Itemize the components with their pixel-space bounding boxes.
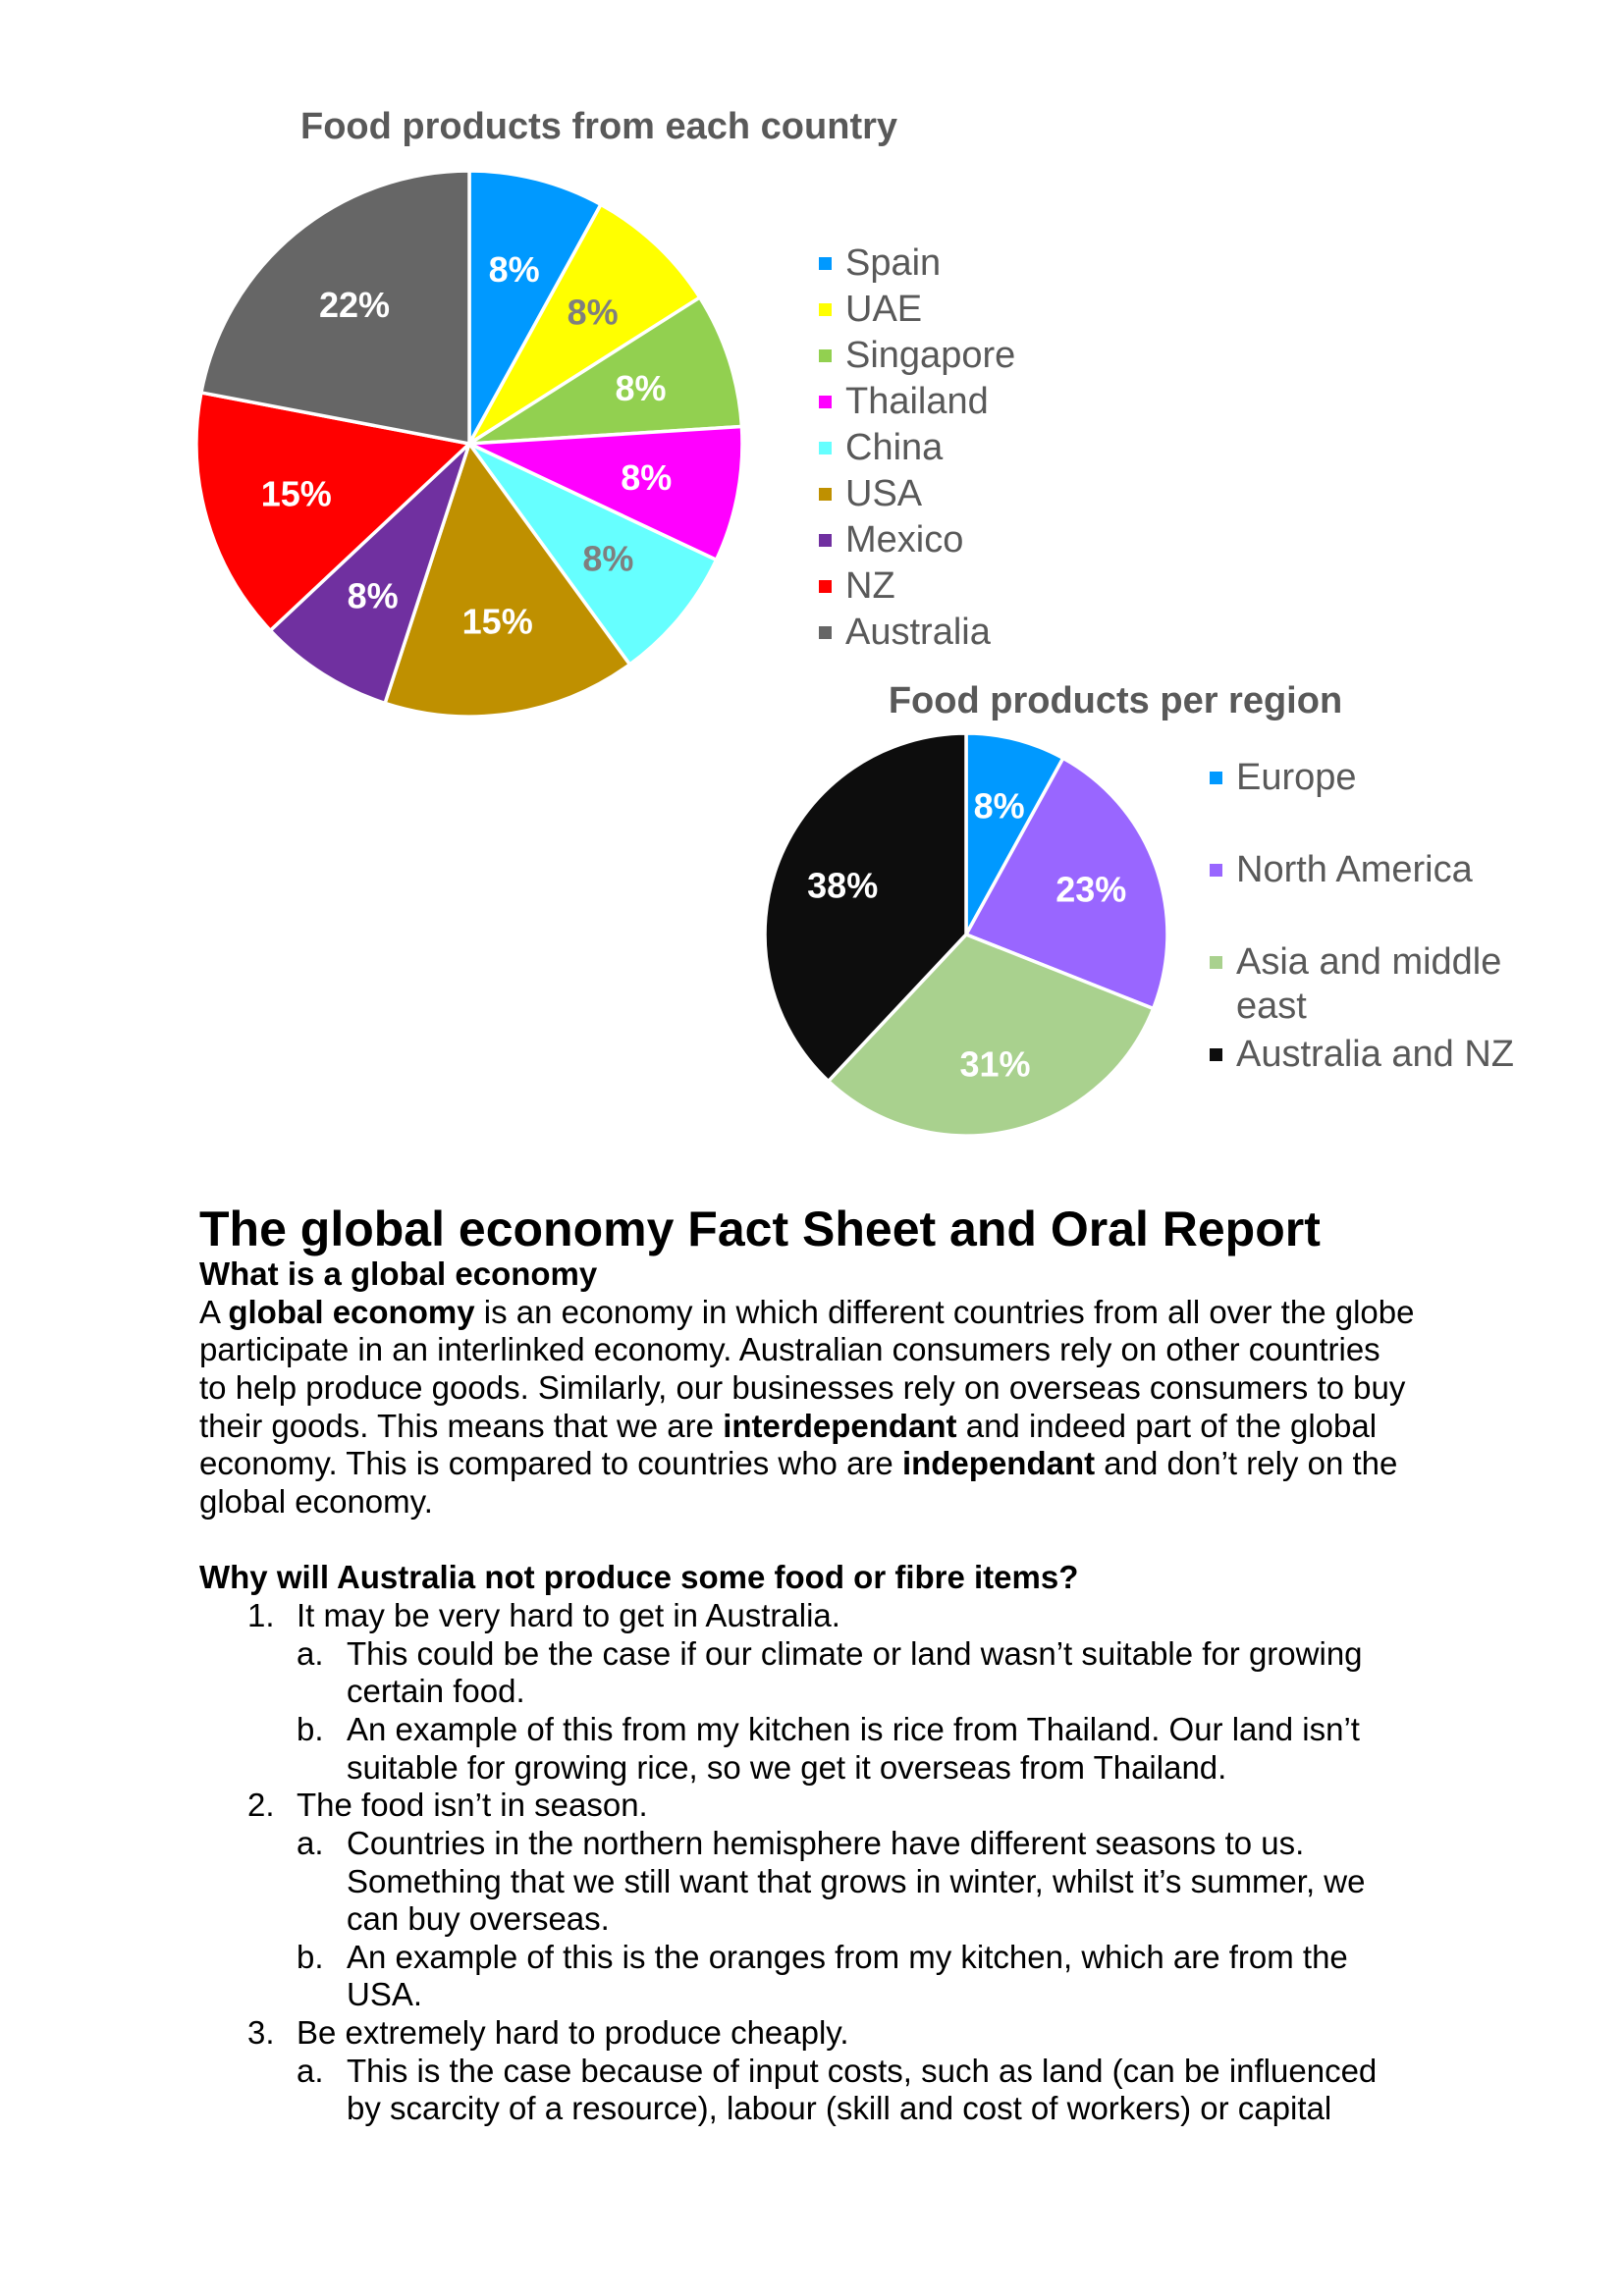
pie-chart-regions — [755, 723, 1177, 1146]
data-label-spain: 8% — [488, 248, 540, 290]
sub-item-line — [199, 1711, 1414, 1749]
legend-swatch — [819, 534, 832, 547]
legend-label: USA — [845, 473, 923, 514]
list-item-line — [199, 1787, 1414, 1825]
legend-item-thailand — [819, 379, 1015, 425]
text-run: their goods. This means that we are — [199, 1407, 724, 1444]
data-label-china: 8% — [582, 538, 634, 579]
legend-item-nz — [819, 563, 1015, 610]
legend-item-europe — [1210, 756, 1531, 848]
sub-item-text: Countries in the northern hemisphere have different seasons to us. — [347, 1824, 1305, 1861]
legend-label: Europe — [1236, 757, 1357, 798]
sub-item-line — [199, 1673, 1414, 1711]
sub-item-letter: a. — [297, 2052, 324, 2089]
list-item — [199, 1597, 1414, 1787]
sub-item-line — [199, 1635, 1414, 1674]
legend-regions — [1210, 756, 1531, 1125]
sub-item-text: An example of this from my kitchen is rice from Thailand. Our land isn’t — [347, 1710, 1360, 1747]
list-item-text: Be extremely hard to produce cheaply. — [297, 2014, 849, 2052]
document-body — [199, 1255, 1414, 2128]
list-number: 3. — [247, 2014, 275, 2052]
sub-item-line — [199, 1825, 1414, 1863]
bold-term: interdependant — [723, 1407, 957, 1444]
legend-label: UAE — [845, 289, 923, 330]
legend-label: Spain — [845, 242, 942, 284]
bold-term: independant — [901, 1445, 1096, 1482]
intro-line — [199, 1445, 1414, 1483]
list-item-text: The food isn’t in season. — [297, 1787, 648, 1824]
text-run: and don’t rely on the — [1095, 1445, 1398, 1482]
legend-item-asia-and-middle-east — [1210, 940, 1531, 1033]
legend-swatch — [1210, 956, 1222, 969]
document-title: The global economy Fact Sheet and Oral Report — [199, 1201, 1321, 1256]
pie-chart-countries — [187, 161, 752, 726]
legend-swatch — [1210, 1048, 1222, 1061]
legend-swatch — [1210, 864, 1222, 877]
legend-label: Singapore — [845, 335, 1016, 376]
sub-item-line — [199, 1749, 1414, 1788]
intro-line — [199, 1294, 1414, 1332]
legend-item-australia — [819, 610, 1015, 656]
list-item — [199, 1787, 1414, 2014]
legend-swatch — [819, 257, 832, 270]
data-label-nz: 15% — [260, 473, 332, 514]
intro-line — [199, 1369, 1414, 1408]
sub-item-letter: a. — [297, 1634, 324, 1672]
legend-swatch — [1210, 772, 1222, 784]
legend-label: China — [845, 427, 944, 468]
sub-item-text: This could be the case if our climate or land wasn’t suitable for growing — [347, 1634, 1363, 1672]
intro-line — [199, 1331, 1414, 1369]
chart-title-countries: Food products from each country — [299, 106, 898, 147]
list-item-line — [199, 2014, 1414, 2053]
data-label-usa: 15% — [461, 601, 533, 642]
list-number: 2. — [247, 1787, 275, 1824]
data-label-europe: 8% — [973, 785, 1025, 827]
sub-item-text: Something that we still want that grows in winter, whilst it’s summer, we — [347, 1862, 1366, 1899]
bold-term: global economy — [228, 1293, 475, 1330]
sub-item-text: USA. — [347, 1976, 423, 2013]
legend-label: North America — [1236, 849, 1473, 890]
legend-swatch — [819, 396, 832, 408]
intro-line — [199, 1483, 1414, 1522]
legend-swatch — [819, 488, 832, 501]
data-label-uae: 8% — [567, 292, 619, 333]
intro-line — [199, 1408, 1414, 1446]
legend-item-australia-and-nz — [1210, 1033, 1531, 1125]
legend-label: Mexico — [845, 519, 964, 561]
section-heading: Why will Australia not produce some food or fibre items? — [199, 1559, 1079, 1596]
legend-swatch — [819, 580, 832, 593]
text-run: to help produce goods. Similarly, our businesses rely on overseas consumers to buy — [199, 1368, 1406, 1406]
sub-item-text: An example of this is the oranges from my kitchen, which are from the — [347, 1938, 1348, 1975]
text-run: global economy. — [199, 1482, 433, 1520]
data-label-australia-and-nz: 38% — [807, 865, 879, 906]
legend-item-uae — [819, 287, 1015, 333]
legend-label: Australia — [845, 612, 991, 653]
text-run: A — [199, 1293, 229, 1330]
sub-item-letter: b. — [297, 1710, 324, 1747]
legend-countries — [819, 240, 1015, 656]
sub-item-text: can buy overseas. — [347, 1900, 610, 1938]
data-label-singapore: 8% — [615, 367, 667, 408]
legend-swatch — [819, 349, 832, 362]
list-number: 1. — [247, 1596, 275, 1633]
list-item-line — [199, 1597, 1414, 1635]
sub-item-text: by scarcity of a resource), labour (skill and cost of workers) or capital — [347, 2090, 1332, 2127]
text-run: is an economy in which different countries from all over the globe — [474, 1293, 1415, 1330]
sub-item-letter: b. — [297, 1938, 324, 1975]
legend-item-north-america — [1210, 848, 1531, 940]
text-run: and indeed part of the global — [956, 1407, 1378, 1444]
data-label-asia-and-middle-east: 31% — [959, 1043, 1031, 1085]
legend-swatch — [819, 303, 832, 316]
sub-item-text: certain food. — [347, 1673, 525, 1710]
data-label-north-america: 23% — [1055, 869, 1127, 910]
sub-item-text: suitable for growing rice, so we get it overseas from Thailand. — [347, 1748, 1227, 1786]
section-heading: What is a global economy — [199, 1255, 598, 1292]
sub-item-line — [199, 1939, 1414, 1977]
sub-item-line — [199, 2090, 1414, 2128]
legend-item-usa — [819, 471, 1015, 517]
sub-item-line — [199, 1900, 1414, 1939]
sub-item-line — [199, 1976, 1414, 2014]
legend-swatch — [819, 626, 832, 639]
legend-item-spain — [819, 240, 1015, 287]
legend-swatch — [819, 442, 832, 454]
legend-label: Australia and NZ — [1236, 1034, 1515, 1075]
chart-title-regions: Food products per region — [888, 680, 1343, 721]
data-label-australia: 22% — [319, 285, 391, 326]
legend-item-singapore — [819, 333, 1015, 379]
sub-item-line — [199, 2053, 1414, 2091]
legend-label: Thailand — [845, 381, 989, 422]
list-item-text: It may be very hard to get in Australia. — [297, 1596, 840, 1633]
sub-item-letter: a. — [297, 1824, 324, 1861]
legend-label: NZ — [845, 565, 895, 607]
text-run: participate in an interlinked economy. Australian consumers rely on other countries — [199, 1331, 1380, 1368]
sub-item-line — [199, 1863, 1414, 1901]
data-label-mexico: 8% — [347, 575, 399, 616]
list-item — [199, 2014, 1414, 2128]
text-run: economy. This is compared to countries who are — [199, 1445, 902, 1482]
legend-label: Asia and middle east — [1236, 941, 1502, 1027]
sub-item-text: This is the case because of input costs, such as land (can be influenced — [347, 2052, 1378, 2089]
legend-item-china — [819, 425, 1015, 471]
data-label-thailand: 8% — [621, 456, 673, 498]
legend-item-mexico — [819, 517, 1015, 563]
